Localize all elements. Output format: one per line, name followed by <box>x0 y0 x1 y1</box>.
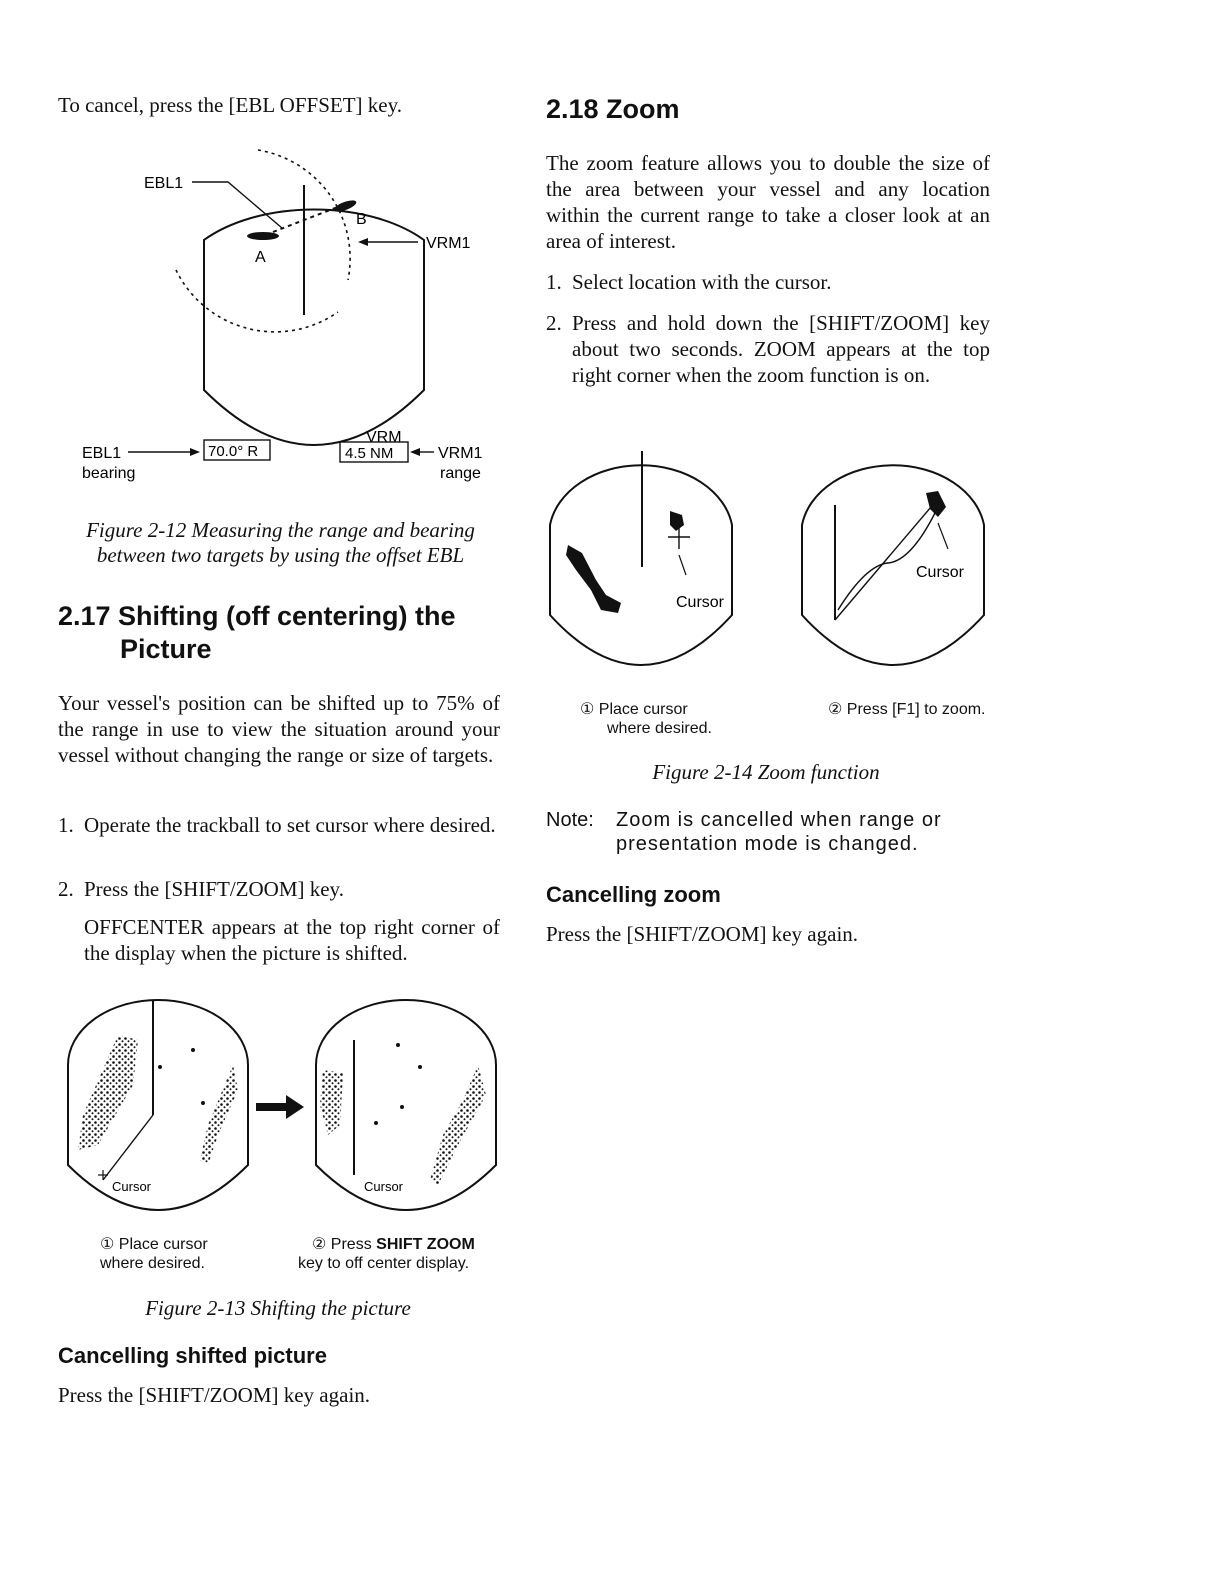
target-echo <box>396 1043 400 1047</box>
section-2-17-step-2-detail: OFFCENTER appears at the top right corner of the display when the picture is shifted. <box>84 915 500 965</box>
note-text-line1: Zoom is cancelled when range or <box>616 809 942 831</box>
bearing-label: bearing <box>82 465 136 482</box>
vrm1-dashed-circle <box>176 270 338 332</box>
label-2-bold-key: SHIFT ZOOM <box>376 1236 475 1253</box>
label-2-line2: key to off center display. <box>298 1255 470 1272</box>
figure-2-14-caption: Figure 2-14 Zoom function <box>652 760 880 784</box>
cancel-ebl-offset-text: To cancel, press the [EBL OFFSET] key. <box>58 93 402 117</box>
section-2-18-paragraph: The zoom feature allows you to double the size of the area between your vessel and any location within the current range to take a closer look at an area of interest. <box>546 151 990 253</box>
section-2-17-paragraph: Your vessel's position can be shifted up to 75% of the range in use to view the situation around your vessel without changing the range or size of targets. <box>58 691 500 767</box>
label-1-line2: where desired. <box>607 720 712 737</box>
figure-2-13-label-2 <box>298 1235 508 1273</box>
cursor-label-after-zoom: Cursor <box>916 564 965 581</box>
note-text-line2: presentation mode is changed. <box>616 833 919 855</box>
step-text: Press the [SHIFT/ZOOM] key. <box>84 877 344 901</box>
step-text: Press and hold down the [SHIFT/ZOOM] key about two seconds. ZOOM appears at the top right corner when the zoom function is on. <box>572 311 990 387</box>
ebl1-leader-line <box>192 182 282 228</box>
figure-2-14-diagram <box>546 445 996 695</box>
section-2-17-step-2 <box>58 876 500 902</box>
shift-arrow-icon <box>256 1095 304 1119</box>
land-echo-left <box>78 1035 138 1150</box>
target-echo <box>158 1065 162 1069</box>
target-echo <box>400 1105 404 1109</box>
vrm1-arrowhead <box>358 238 368 246</box>
figure-2-13-caption: Figure 2-13 Shifting the picture <box>145 1296 411 1320</box>
step-number: 2. <box>58 877 74 901</box>
vrm1-label: VRM1 <box>426 235 471 252</box>
land-echo-right-shifted <box>430 1065 486 1185</box>
cursor-leader-right <box>938 523 948 549</box>
section-2-17-step-1 <box>58 812 500 838</box>
target-echo <box>418 1065 422 1069</box>
note-text <box>616 808 1006 856</box>
section-2-18-step-2 <box>546 310 990 388</box>
label-2-line1 <box>298 1235 508 1254</box>
step-text: Operate the trackball to set cursor where desired. <box>84 813 496 837</box>
land-echo-left-shifted <box>320 1070 343 1135</box>
target-echo <box>374 1121 378 1125</box>
cancelling-shifted-picture-title: Cancelling shifted picture <box>58 1343 327 1368</box>
target-echo-before-zoom <box>670 511 684 531</box>
target-a-label: A <box>255 249 266 266</box>
figure-2-14-label-2: ② Press [F1] to zoom. <box>828 701 986 718</box>
target-echo <box>201 1101 205 1105</box>
figure-2-12-caption-line1: Figure 2-12 Measuring the range and bearing <box>86 518 475 542</box>
figure-2-13-diagram <box>58 995 508 1235</box>
land-echo-right <box>200 1065 238 1165</box>
step-number: 1. <box>546 270 562 294</box>
figure-2-12-diagram <box>58 140 498 490</box>
section-2-17-title-line1: 2.17 Shifting (off centering) the <box>58 601 456 631</box>
section-2-18-title: 2.18 Zoom <box>546 94 680 124</box>
ebl1-bearing-arrowhead <box>190 448 200 456</box>
label-2-prefix: ② Press <box>312 1236 377 1253</box>
cursor-label-before-zoom: Cursor <box>676 594 725 611</box>
section-2-17-title <box>58 600 508 666</box>
step-number: 1. <box>58 813 74 837</box>
cursor-label-after: Cursor <box>364 1179 404 1194</box>
label-1-line1: ① Place cursor <box>100 1236 208 1253</box>
ebl1-label: EBL1 <box>144 175 184 192</box>
cursor-label-before: Cursor <box>112 1179 152 1194</box>
cursor-leader-left <box>679 555 686 575</box>
section-2-18-step-1 <box>546 269 990 295</box>
label-1-line1: ① Place cursor <box>580 701 688 718</box>
zoom-arc-line <box>838 511 936 610</box>
vrm1-bottom-label: VRM1 <box>438 445 483 462</box>
target-b-label: B <box>356 211 367 228</box>
figure-2-12-caption <box>58 518 503 568</box>
figure-2-13-label-1 <box>100 1235 270 1273</box>
note-label: Note: <box>546 809 594 831</box>
range-label: range <box>440 465 481 482</box>
vrm-label: VRM <box>366 429 402 446</box>
target-echo <box>191 1048 195 1052</box>
cancelling-zoom-title: Cancelling zoom <box>546 882 721 907</box>
section-2-17-title-line2: Picture <box>120 634 212 664</box>
bearing-readout-value: 70.0° R <box>208 443 259 460</box>
cancelling-shifted-picture-text: Press the [SHIFT/ZOOM] key again. <box>58 1383 371 1407</box>
figure-2-12-caption-line2: between two targets by using the offset EBL <box>96 543 465 567</box>
step-text: Select location with the cursor. <box>572 270 832 294</box>
land-echo-before-zoom <box>566 545 621 613</box>
range-readout-value: 4.5 NM <box>345 445 394 462</box>
target-echo-after-zoom <box>926 491 946 517</box>
target-a-blip <box>247 232 279 240</box>
step-number: 2. <box>546 311 562 335</box>
ebl1-bottom-label: EBL1 <box>82 445 122 462</box>
label-1-line2: where desired. <box>100 1255 205 1272</box>
radar-display-outline <box>204 209 424 445</box>
cancelling-zoom-text: Press the [SHIFT/ZOOM] key again. <box>546 922 859 946</box>
cursor-line-before <box>103 1115 153 1180</box>
figure-2-14-label-1 <box>580 700 780 738</box>
